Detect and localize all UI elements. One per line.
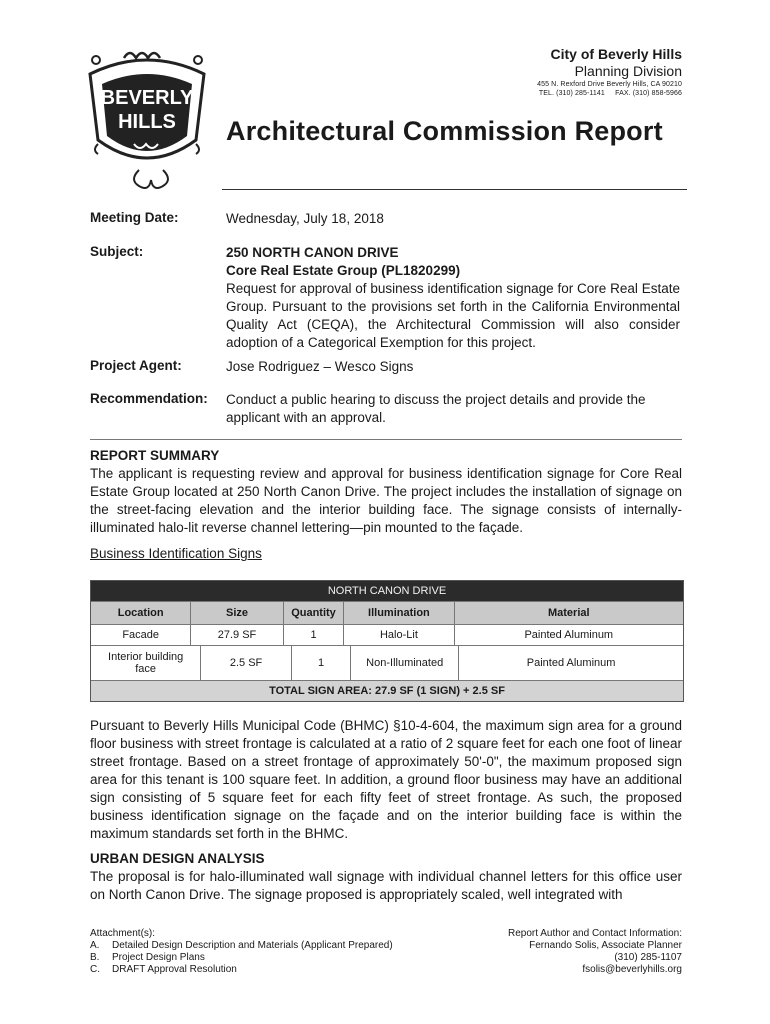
table-row (91, 645, 683, 680)
table-cell: Painted Aluminum (526, 657, 616, 669)
attachment-item (90, 940, 393, 952)
attachment-key: A. (90, 940, 100, 951)
address-line-1: 455 N. Rexford Drive Beverly Hills, CA 90210 (537, 81, 682, 88)
code-compliance-paragraph: Pursuant to Beverly Hills Municipal Code (BHMC) §10-4-604, the maximum sign area for a ground floor business with street frontage is calculated at a ratio of 2 square feet for each one foot of linear street frontage. Based on a street frontage of approximately 50'-0", the maximum proposed sign area for this tenant is 100 square feet. In addition, a ground floor business may have an additional sign consisting of 5 square feet for each fifty feet of street frontage. As such, the proposed business identification signage on the façade and on the interior building face is within the maximum standards set forth in the BHMC. (90, 718, 682, 841)
table-header-row (91, 601, 683, 624)
table-cell: Halo-Lit (344, 625, 454, 645)
city-info (537, 46, 682, 98)
author-contact-block (508, 928, 682, 976)
document-title: Architectural Commission Report (226, 116, 663, 146)
attachment-text: DRAFT Approval Resolution (112, 964, 237, 975)
meeting-date-label: Meeting Date: (90, 210, 179, 225)
subject-label: Subject: (90, 244, 144, 259)
table-cell: Non-Illuminated (351, 646, 459, 680)
table-cell: Facade (91, 625, 191, 645)
author-email[interactable]: fsolis@beverlyhills.org (582, 964, 682, 975)
urban-design-text: The proposal is for halo-illuminated wall signage with individual channel letters for this office user on North Canon Drive. The signage proposed is appropriately scaled, well integrated with (90, 869, 682, 902)
recommendation-label: Recommendation: (90, 391, 208, 406)
table-cell: 1 (292, 646, 351, 680)
subject-applicant: Core Real Estate Group (PL1820299) (226, 263, 461, 278)
table-cell: 27.9 SF (191, 625, 283, 645)
attachment-text: Project Design Plans (112, 952, 205, 963)
report-summary-text: The applicant is requesting review and approval for business identification signage for Core Real Estate Group located at 250 North Canon Drive. The project includes the installation of signage on the street-facing elevation and the interior building face. The signage consists of internally-illuminated halo-lit reverse channel lettering—pin mounted to the façade. (90, 466, 682, 535)
author-name: Fernando Solis, Associate Planner (529, 940, 682, 951)
col-illumination-header: Illumination (344, 602, 454, 624)
subject-address: 250 NORTH CANON DRIVE (226, 245, 399, 260)
project-agent-value: Jose Rodriguez – Wesco Signs (226, 359, 414, 374)
table-row (91, 624, 683, 645)
meeting-date-value: Wednesday, July 18, 2018 (226, 211, 384, 226)
project-agent-label: Project Agent: (90, 358, 182, 373)
subject-block (226, 244, 680, 352)
author-label: Report Author and Contact Information: (508, 928, 682, 939)
logo-text-line1: BEVERLY (100, 87, 194, 109)
signage-table (90, 580, 684, 702)
report-summary-heading: REPORT SUMMARY (90, 448, 220, 463)
attachment-item (90, 952, 393, 964)
attachment-key: B. (90, 952, 100, 963)
table-cell: 2.5 SF (201, 646, 292, 680)
table-cell: 1 (284, 625, 345, 645)
city-seal-logo (84, 44, 210, 190)
col-material-header: Material (547, 607, 590, 619)
urban-design-heading: URBAN DESIGN ANALYSIS (90, 851, 265, 866)
col-quantity-header: Quantity (284, 602, 345, 624)
recommendation-value: Conduct a public hearing to discuss the project details and provide the applicant with an approval. (226, 392, 646, 425)
table-total-row: TOTAL SIGN AREA: 27.9 SF (1 SIGN) + 2.5 SF (91, 680, 683, 701)
header-divider (222, 189, 687, 190)
col-location-header: Location (91, 602, 191, 624)
attachments-block (90, 928, 393, 976)
col-size-header: Size (191, 602, 283, 624)
author-phone: (310) 285-1107 (614, 952, 682, 963)
city-name: City of Beverly Hills (550, 46, 682, 62)
subject-description: Request for approval of business identification signage for Core Real Estate Group. Pursuant to the provisions set forth in the California Environmental Quality Act (CEQA), the Architectural Commission will also consider adoption of a Categorical Exemption for this project. (226, 281, 680, 350)
address-line-2: TEL. (310) 285-1141 FAX. (310) 858-5966 (538, 90, 682, 97)
logo-text-line2: HILLS (118, 111, 176, 133)
attachment-text: Detailed Design Description and Materials (Applicant Prepared) (112, 940, 393, 951)
table-caption: NORTH CANON DRIVE (91, 581, 683, 601)
section-divider (90, 439, 682, 440)
attachments-label: Attachment(s): (90, 928, 156, 939)
table-cell: Painted Aluminum (524, 629, 614, 641)
attachment-key: C. (90, 964, 100, 975)
table-cell: Interior building face (91, 646, 201, 680)
division-name: Planning Division (574, 63, 682, 79)
business-signs-subheading: Business Identification Signs (90, 546, 262, 561)
attachment-item (90, 964, 393, 976)
